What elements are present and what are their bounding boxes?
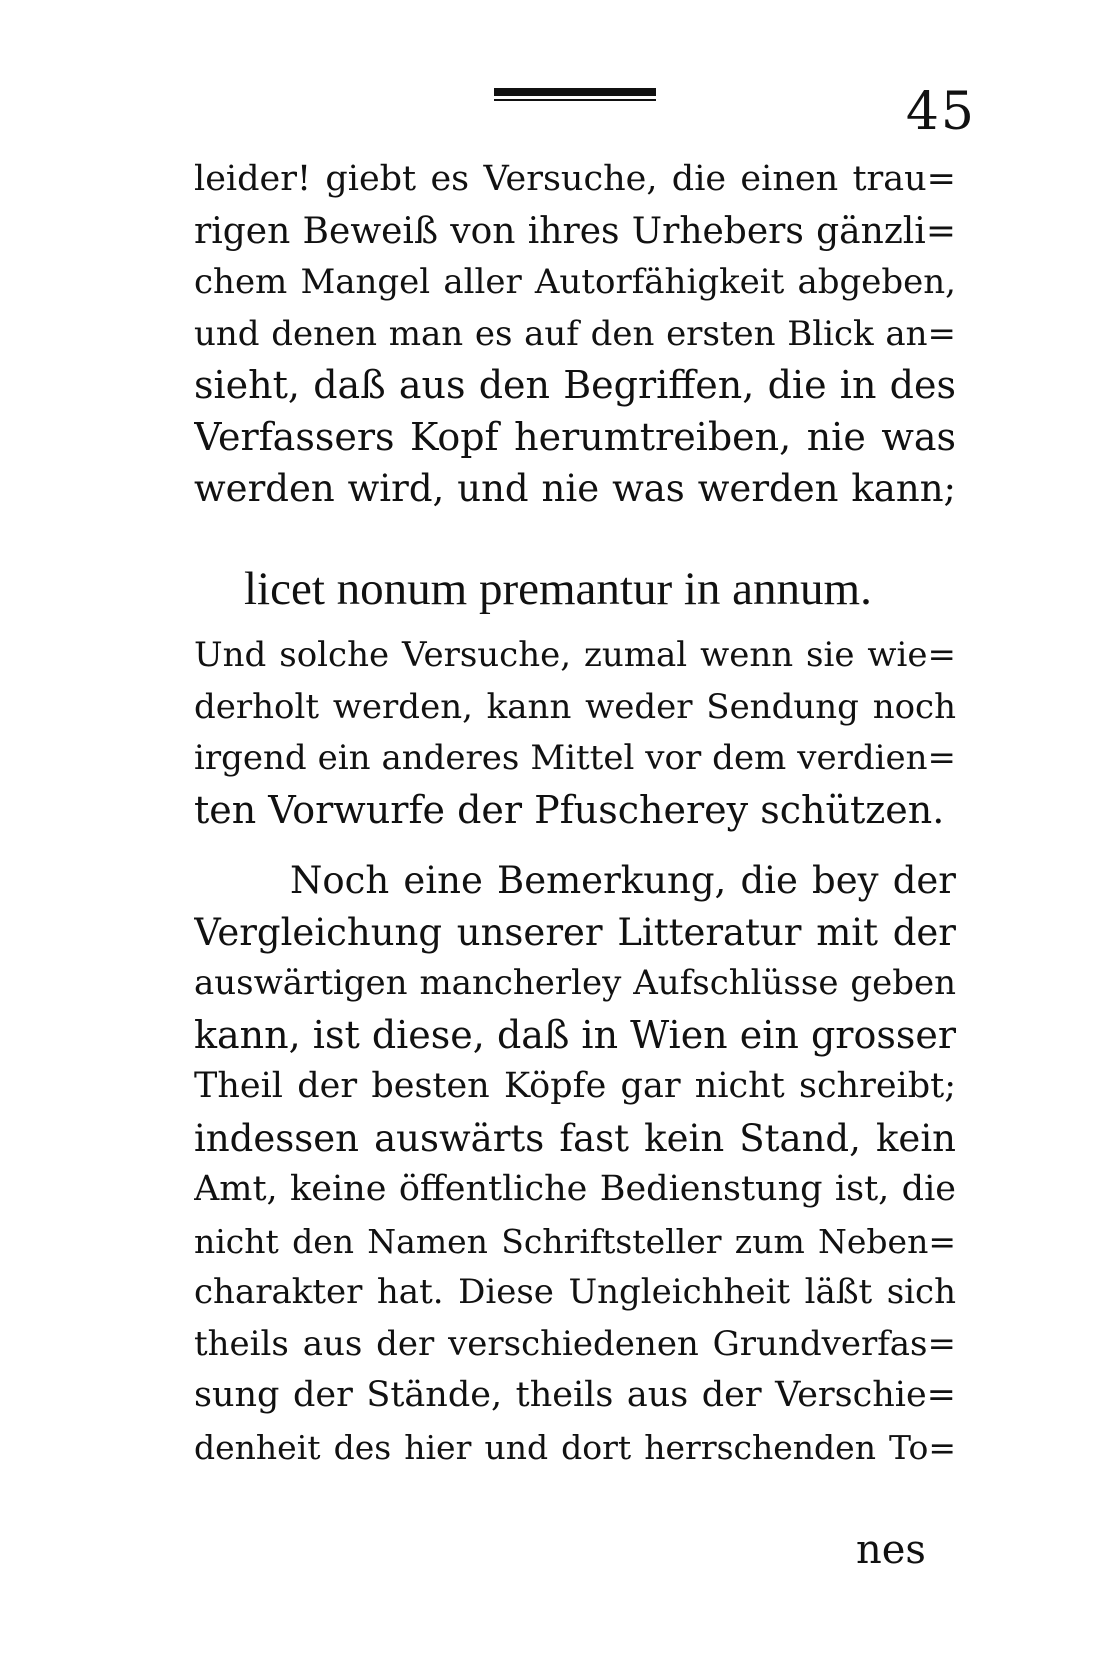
text-line: denheit des hier und dort herrschenden To= bbox=[194, 1427, 956, 1467]
text-line: derholt werden, kann weder Sendung noch bbox=[194, 686, 956, 727]
text-line: indessen auswärts fast kein Stand, kein bbox=[194, 1116, 956, 1160]
paragraph-1 bbox=[194, 154, 956, 515]
text-line: theils aus der verschiedenen Grundverfas= bbox=[194, 1323, 956, 1364]
text-line: ten Vorwurfe der Pfuscherey schützen. bbox=[194, 787, 945, 832]
paragraph-2 bbox=[194, 630, 956, 836]
header-rule-thick bbox=[494, 88, 656, 96]
text-line: nicht den Namen Schriftsteller zum Neben= bbox=[194, 1221, 956, 1261]
catchword: nes bbox=[856, 1527, 926, 1573]
text-line: leider! giebt es Versuche, die einen trau= bbox=[194, 159, 956, 199]
header-rule bbox=[494, 88, 656, 102]
text-line: rigen Beweiß von ihres Urhebers gänzli= bbox=[194, 210, 956, 252]
page-number: 45 bbox=[905, 82, 976, 142]
text-line: kann, ist diese, daß in Wien ein grosser bbox=[194, 1012, 956, 1057]
paragraph-3 bbox=[194, 855, 956, 1473]
text-line: sieht, daß aus den Begriffen, die in des bbox=[194, 363, 956, 407]
text-line: charakter hat. Diese Ungleichheit läßt sich bbox=[194, 1272, 956, 1312]
header-rule-thin bbox=[494, 99, 656, 101]
text-line: Vergleichung unserer Litteratur mit der bbox=[194, 910, 956, 954]
text-line: Verfassers Kopf herumtreiben, nie was bbox=[194, 414, 956, 459]
text-line: irgend ein anderes Mittel vor dem verdien= bbox=[194, 738, 956, 778]
text-line: werden wird, und nie was werden kann; bbox=[194, 467, 956, 510]
text-line: auswärtigen mancherley Aufschlüsse geben bbox=[194, 963, 956, 1003]
text-line: Und solche Versuche, zumal wenn sie wie= bbox=[194, 635, 956, 675]
text-line: Noch eine Bemerkung, die bey der bbox=[290, 859, 956, 902]
text-line: Theil der besten Köpfe gar nicht schreibt; bbox=[194, 1066, 956, 1106]
text-line: und denen man es auf den ersten Blick an= bbox=[194, 313, 956, 354]
latin-quote: licet nonum premantur in annum. bbox=[244, 563, 872, 615]
text-line: chem Mangel aller Autorfähigkeit abgeben, bbox=[194, 262, 956, 302]
text-line: Amt, keine öffentliche Bedienstung ist, die bbox=[194, 1169, 956, 1209]
text-line: sung der Stände, theils aus der Verschie= bbox=[194, 1375, 956, 1415]
